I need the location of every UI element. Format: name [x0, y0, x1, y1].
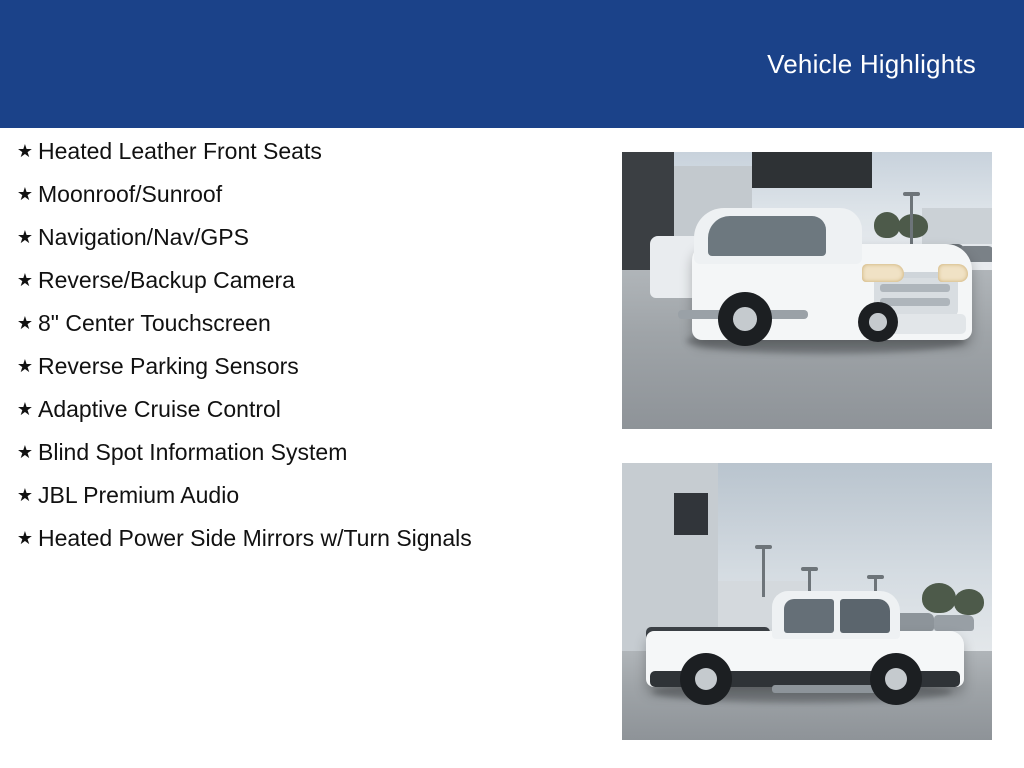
- vehicle-highlights-list: [0, 134, 610, 564]
- light-pole: [762, 545, 765, 597]
- list-item-label: 8" Center Touchscreen: [38, 310, 271, 336]
- star-icon: ★: [16, 399, 34, 419]
- list-item-label: Heated Power Side Mirrors w/Turn Signals: [38, 525, 472, 551]
- front-wheel: [858, 302, 898, 342]
- list-item: [0, 306, 610, 340]
- rear-wheel: [718, 292, 772, 346]
- list-item-label: Reverse Parking Sensors: [38, 353, 299, 379]
- list-item-label: Adaptive Cruise Control: [38, 396, 281, 422]
- list-item: [0, 478, 610, 512]
- star-icon: ★: [16, 485, 34, 505]
- list-item-label: JBL Premium Audio: [38, 482, 240, 508]
- star-icon: ★: [16, 184, 34, 204]
- vehicle-photo-front-three-quarter: [622, 152, 992, 429]
- list-item-label: Moonroof/Sunroof: [38, 181, 223, 207]
- star-icon: ★: [16, 227, 34, 247]
- headlight-right: [938, 264, 968, 282]
- star-icon: ★: [16, 270, 34, 290]
- list-item: [0, 177, 610, 211]
- rear-wheel: [680, 653, 732, 705]
- list-item: [0, 521, 610, 555]
- tree: [874, 212, 900, 238]
- star-icon: ★: [16, 356, 34, 376]
- page-title: Vehicle Highlights: [767, 49, 976, 79]
- building-left: [622, 463, 718, 651]
- header-banner: [0, 0, 1024, 128]
- rear-door-window: [840, 599, 890, 633]
- headlight-left: [862, 264, 904, 282]
- list-item: [0, 263, 610, 297]
- tree: [922, 583, 956, 613]
- windshield: [708, 216, 826, 256]
- building-right: [922, 208, 992, 244]
- list-item: [0, 349, 610, 383]
- tree: [954, 589, 984, 615]
- star-icon: ★: [16, 141, 34, 161]
- list-item: [0, 134, 610, 168]
- star-icon: ★: [16, 313, 34, 333]
- vehicle-photo-side-profile: [622, 463, 992, 740]
- wall-panel: [674, 493, 708, 535]
- light-pole: [910, 192, 913, 248]
- list-item-label: Reverse/Backup Camera: [38, 267, 295, 293]
- list-item-label: Blind Spot Information System: [38, 439, 348, 465]
- building-canopy: [752, 152, 872, 188]
- star-icon: ★: [16, 528, 34, 548]
- star-icon: ★: [16, 442, 34, 462]
- background-vehicle: [934, 615, 974, 631]
- tree: [898, 214, 928, 238]
- list-item: [0, 220, 610, 254]
- list-item: [0, 435, 610, 469]
- list-item-label: Navigation/Nav/GPS: [38, 224, 249, 250]
- list-item-label: Heated Leather Front Seats: [38, 138, 322, 164]
- list-item: [0, 392, 610, 426]
- front-wheel: [870, 653, 922, 705]
- front-door-window: [784, 599, 834, 633]
